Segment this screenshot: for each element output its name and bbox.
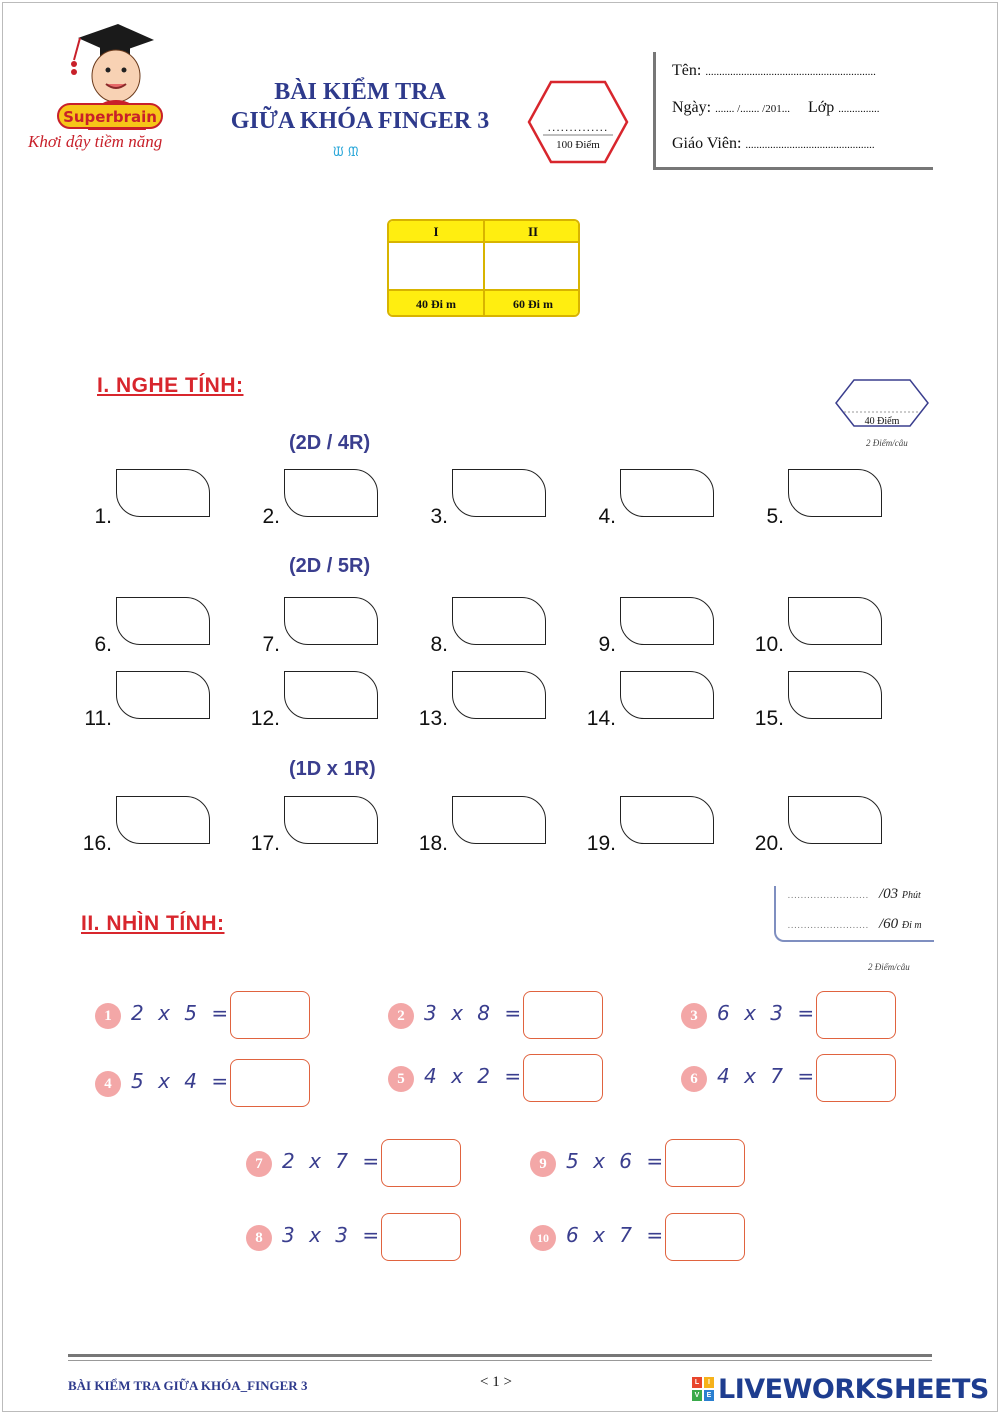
score-dots[interactable]: ......................... (788, 920, 870, 930)
name-row[interactable] (672, 62, 876, 80)
class-label: Lớp (807, 99, 835, 116)
question-number: 1. (94, 505, 112, 528)
equation-answer-box[interactable] (665, 1213, 745, 1261)
question-14 (582, 671, 750, 730)
group1-label: (2D / 4R) (289, 432, 371, 454)
equation-expression: 2 x 7 = (282, 1149, 380, 1173)
time-value: /03 (879, 886, 899, 902)
question-5 (750, 469, 918, 528)
question-number: 4. (598, 505, 616, 528)
question-number: 13. (418, 707, 448, 730)
name-label: Tên: (672, 62, 702, 79)
liveworksheets-logo[interactable] (692, 1372, 989, 1406)
equation-expression: 3 x 8 = (424, 1001, 522, 1025)
answer-box-10[interactable] (788, 597, 882, 645)
question-13 (414, 671, 582, 730)
answer-box-18[interactable] (452, 796, 546, 844)
answer-box-11[interactable] (116, 671, 210, 719)
page-title (210, 78, 510, 136)
equation-answer-box[interactable] (381, 1213, 461, 1261)
group3-label: (1D x 1R) (289, 758, 376, 780)
equation-number-badge: 10 (530, 1225, 556, 1251)
group2-label: (2D / 5R) (289, 555, 371, 577)
section2-title: II. NHÌN TÍNH: (81, 912, 225, 935)
score-head-2: II (485, 221, 580, 243)
equation-answer-box[interactable] (230, 991, 310, 1039)
teacher-row[interactable] (672, 135, 875, 153)
total-score-label: 100 Điểm (556, 139, 600, 151)
question-number: 9. (598, 633, 616, 656)
equation-expression: 3 x 3 = (282, 1223, 380, 1247)
answer-box-16[interactable] (116, 796, 210, 844)
question-20 (750, 796, 918, 855)
answer-box-7[interactable] (284, 597, 378, 645)
page-number: < 1 > (480, 1374, 512, 1390)
equation-number-badge: 1 (95, 1003, 121, 1029)
question-12 (246, 671, 414, 730)
score-unit: Đi m (901, 920, 922, 931)
equation-expression: 4 x 7 = (717, 1064, 815, 1088)
question-11 (78, 671, 246, 730)
footer-divider (68, 1354, 932, 1357)
question-number: 8. (430, 633, 448, 656)
question-number: 17. (250, 832, 280, 855)
section1-title: I. NGHE TÍNH: (97, 374, 244, 397)
equation-10 (530, 1213, 750, 1263)
equation-3 (681, 991, 901, 1041)
question-number: 11. (84, 707, 112, 730)
equation-1 (95, 991, 315, 1041)
equation-answer-box[interactable] (381, 1139, 461, 1187)
time-dots[interactable]: ......................... (788, 890, 870, 900)
question-2 (246, 469, 414, 528)
title-ornament: ᙡ ᙢ (333, 145, 359, 160)
equation-9 (530, 1139, 750, 1189)
equation-number-badge: 7 (246, 1151, 272, 1177)
footer-title: BÀI KIỂM TRA GIỮA KHÓA_FINGER 3 (68, 1378, 308, 1393)
question-1 (78, 469, 246, 528)
question-4 (582, 469, 750, 528)
equation-expression: 2 x 5 = (131, 1001, 229, 1025)
question-number: 2. (262, 505, 280, 528)
question-number: 10. (754, 633, 784, 656)
score-foot-1: 40 Đi m (389, 289, 483, 315)
answer-box-13[interactable] (452, 671, 546, 719)
equation-expression: 4 x 2 = (424, 1064, 522, 1088)
question-19 (582, 796, 750, 855)
answer-box-17[interactable] (284, 796, 378, 844)
liveworksheets-text: LIVEWORKSHEETS (718, 1373, 989, 1405)
score-column-1 (389, 221, 485, 317)
question-8 (414, 597, 582, 656)
question-number: 5. (766, 505, 784, 528)
equation-answer-box[interactable] (230, 1059, 310, 1107)
question-6 (78, 597, 246, 656)
equation-answer-box[interactable] (523, 991, 603, 1039)
student-info-box (653, 52, 933, 170)
equation-number-badge: 2 (388, 1003, 414, 1029)
time-unit: Phút (901, 890, 921, 901)
answer-box-9[interactable] (620, 597, 714, 645)
question-7 (246, 597, 414, 656)
equation-6 (681, 1054, 901, 1104)
answer-box-3[interactable] (452, 469, 546, 517)
question-number: 18. (418, 832, 448, 855)
answer-box-20[interactable] (788, 796, 882, 844)
score-summary-table (387, 219, 580, 317)
equation-8 (246, 1213, 466, 1263)
equation-answer-box[interactable] (523, 1054, 603, 1102)
total-score-dots: .............. (547, 120, 609, 134)
equation-number-badge: 6 (681, 1066, 707, 1092)
question-number: 14. (586, 707, 616, 730)
equation-number-badge: 5 (388, 1066, 414, 1092)
equation-number-badge: 9 (530, 1151, 556, 1177)
score-cell-2[interactable] (485, 243, 580, 289)
answer-box-12[interactable] (284, 671, 378, 719)
section1-points-note: 2 Điểm/câu (866, 438, 908, 448)
score-value: /60 (879, 916, 899, 932)
equation-answer-box[interactable] (665, 1139, 745, 1187)
answer-box-2[interactable] (284, 469, 378, 517)
score-foot-2: 60 Đi m (485, 289, 580, 315)
class-field[interactable]: ............... (838, 103, 880, 115)
question-17 (246, 796, 414, 855)
question-3 (414, 469, 582, 528)
answer-box-6[interactable] (116, 597, 210, 645)
answer-box-4[interactable] (620, 469, 714, 517)
question-number: 6. (94, 633, 112, 656)
equation-2 (388, 991, 608, 1041)
date-field[interactable]: ....... /....... /201... (715, 103, 790, 115)
equation-5 (388, 1054, 608, 1104)
question-16 (78, 796, 246, 855)
equation-4 (95, 1059, 315, 1109)
name-field[interactable]: .............................................................. (705, 66, 876, 78)
score-column-2 (485, 221, 580, 317)
equation-expression: 5 x 4 = (131, 1069, 229, 1093)
answer-box-15[interactable] (788, 671, 882, 719)
answer-box-19[interactable] (620, 796, 714, 844)
date-class-row[interactable] (672, 99, 879, 117)
equation-answer-box[interactable] (816, 991, 896, 1039)
logo-tagline: Khơi dậy tiềm năng (28, 132, 163, 151)
equation-expression: 6 x 3 = (717, 1001, 815, 1025)
question-18 (414, 796, 582, 855)
logo-brand-text: Superbrain (63, 108, 157, 126)
equation-number-badge: 3 (681, 1003, 707, 1029)
equation-expression: 6 x 7 = (566, 1223, 664, 1247)
answer-box-1[interactable] (116, 469, 210, 517)
question-10 (750, 597, 918, 656)
teacher-field[interactable]: ............................................... (745, 139, 875, 151)
equation-7 (246, 1139, 466, 1189)
answer-box-8[interactable] (452, 597, 546, 645)
section2-time-score-box (774, 886, 934, 942)
teacher-label: Giáo Viên: (672, 135, 742, 152)
equation-answer-box[interactable] (816, 1054, 896, 1102)
section1-score-label: 40 Điểm (864, 416, 900, 427)
score-cell-1[interactable] (389, 243, 483, 289)
section2-points-note: 2 Điểm/câu (868, 962, 910, 972)
equation-expression: 5 x 6 = (566, 1149, 664, 1173)
question-number: 12. (250, 707, 280, 730)
question-number: 15. (754, 707, 784, 730)
title-line-2: GIỮA KHÓA FINGER 3 (230, 108, 490, 134)
question-15 (750, 671, 918, 730)
question-9 (582, 597, 750, 656)
liveworksheets-cube-icon: L I V E (692, 1377, 714, 1401)
date-label: Ngày: (672, 99, 712, 116)
equation-number-badge: 4 (95, 1071, 121, 1097)
question-number: 7. (262, 633, 280, 656)
question-number: 19. (586, 832, 616, 855)
answer-box-14[interactable] (620, 671, 714, 719)
score-head-1: I (389, 221, 483, 243)
title-line-1: BÀI KIỂM TRA (274, 79, 446, 105)
time-row (788, 886, 921, 903)
question-number: 16. (82, 832, 112, 855)
question-number: 20. (754, 832, 784, 855)
score-row (788, 916, 922, 933)
question-number: 3. (430, 505, 448, 528)
answer-box-5[interactable] (788, 469, 882, 517)
equation-number-badge: 8 (246, 1225, 272, 1251)
footer-divider-thin (68, 1360, 932, 1361)
